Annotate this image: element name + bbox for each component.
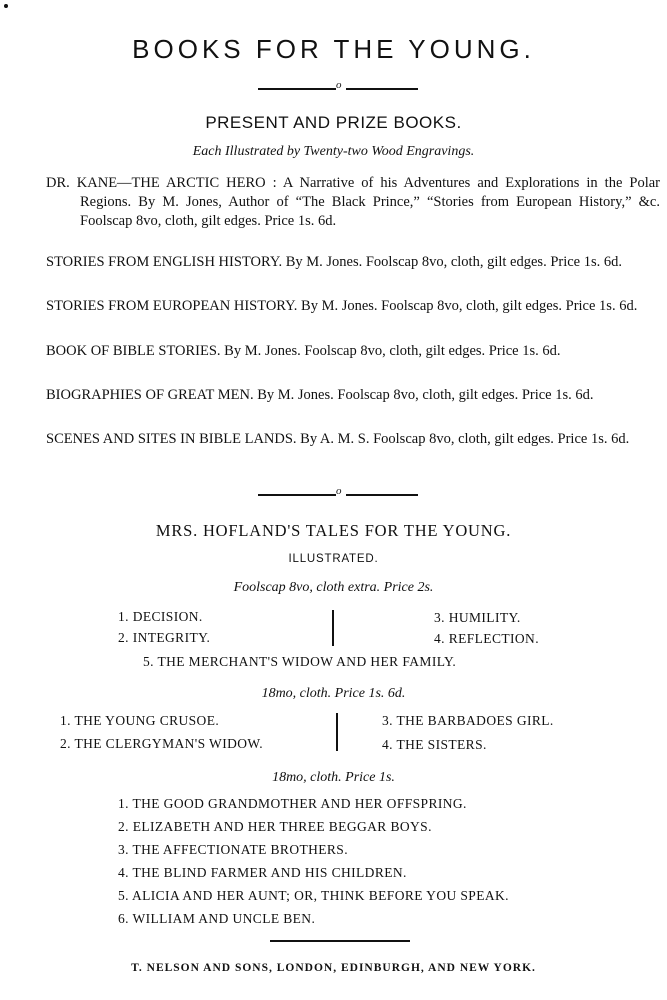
page-title: BOOKS FOR THE YOUNG. [132,34,535,64]
section-heading-prize-books: PRESENT AND PRIZE BOOKS. [205,113,462,132]
tale-item: 1. DECISION. [118,609,203,624]
tale-item: 3. THE AFFECTIONATE BROTHERS. [118,842,348,857]
tale-item: 5. ALICIA AND HER AUNT; OR, THINK BEFORE YOU SPEAK. [118,888,509,903]
corner-mark [4,4,8,8]
tale-item: 2. ELIZABETH AND HER THREE BEGGAR BOYS. [118,819,432,834]
book-entry: DR. KANE—THE ARCTIC HERO : A Narrative of his Adventures and Explorations in the Polar Regions. By M. Jones, Author of “The Black Prince,” “Stories from European History,” &c. Foolscap 8vo, cloth, gilt edges. Price 1s. 6d. [46,175,660,229]
tale-item: 1. THE GOOD GRANDMOTHER AND HER OFFSPRING. [118,796,467,811]
tale-item: 6. WILLIAM AND UNCLE BEN. [118,911,316,926]
tale-item: 2. THE CLERGYMAN'S WIDOW. [60,736,264,751]
section-heading-hofland: MRS. HOFLAND'S TALES FOR THE YOUNG. [155,521,512,540]
format-price-line-2: 18mo, cloth. Price 1s. 6d. [261,686,406,701]
format-price-line-1: Foolscap 8vo, cloth extra. Price 2s. [233,580,434,595]
tale-item: 4. REFLECTION. [434,631,539,646]
tale-item: 2. INTEGRITY. [118,630,211,645]
section-subheading-engravings: Each Illustrated by Twenty-two Wood Engravings. [192,144,475,159]
ornament-mark: o [336,485,342,497]
footer-rule [270,934,410,946]
tale-item: 4. THE SISTERS. [382,737,487,752]
book-entry: STORIES FROM ENGLISH HISTORY. By M. Jones. Foolscap 8vo, cloth, gilt edges. Price 1s. 6d. [46,254,622,270]
tale-item: 4. THE BLIND FARMER AND HIS CHILDREN. [118,865,407,880]
book-entry: BIOGRAPHIES OF GREAT MEN. By M. Jones. Foolscap 8vo, cloth, gilt edges. Price 1s. 6d. [46,387,594,403]
column-divider [332,610,334,646]
column-divider [336,713,338,751]
book-entry: STORIES FROM EUROPEAN HISTORY. By M. Jones. Foolscap 8vo, cloth, gilt edges. Price 1s. 6d. [46,298,638,314]
book-entry: SCENES AND SITES IN BIBLE LANDS. By A. M. S. Foolscap 8vo, cloth, gilt edges. Price 1s. 6d. [46,431,630,447]
publisher-imprint: T. NELSON AND SONS, LONDON, EDINBURGH, AND NEW YORK. [131,962,536,974]
ornament-rule-2 [258,485,418,500]
tale-item: 3. HUMILITY. [434,610,521,625]
tale-item: 1. THE YOUNG CRUSOE. [60,713,220,728]
tale-item: 3. THE BARBADOES GIRL. [382,713,554,728]
section-subheading-illustrated: ILLUSTRATED. [288,553,379,565]
format-price-line-3: 18mo, cloth. Price 1s. [272,770,395,785]
ornament-rule-1 [258,79,418,94]
ornament-mark: o [336,79,342,91]
book-entry: BOOK OF BIBLE STORIES. By M. Jones. Foolscap 8vo, cloth, gilt edges. Price 1s. 6d. [46,343,561,359]
tale-item: 5. THE MERCHANT'S WIDOW AND HER FAMILY. [143,654,457,669]
